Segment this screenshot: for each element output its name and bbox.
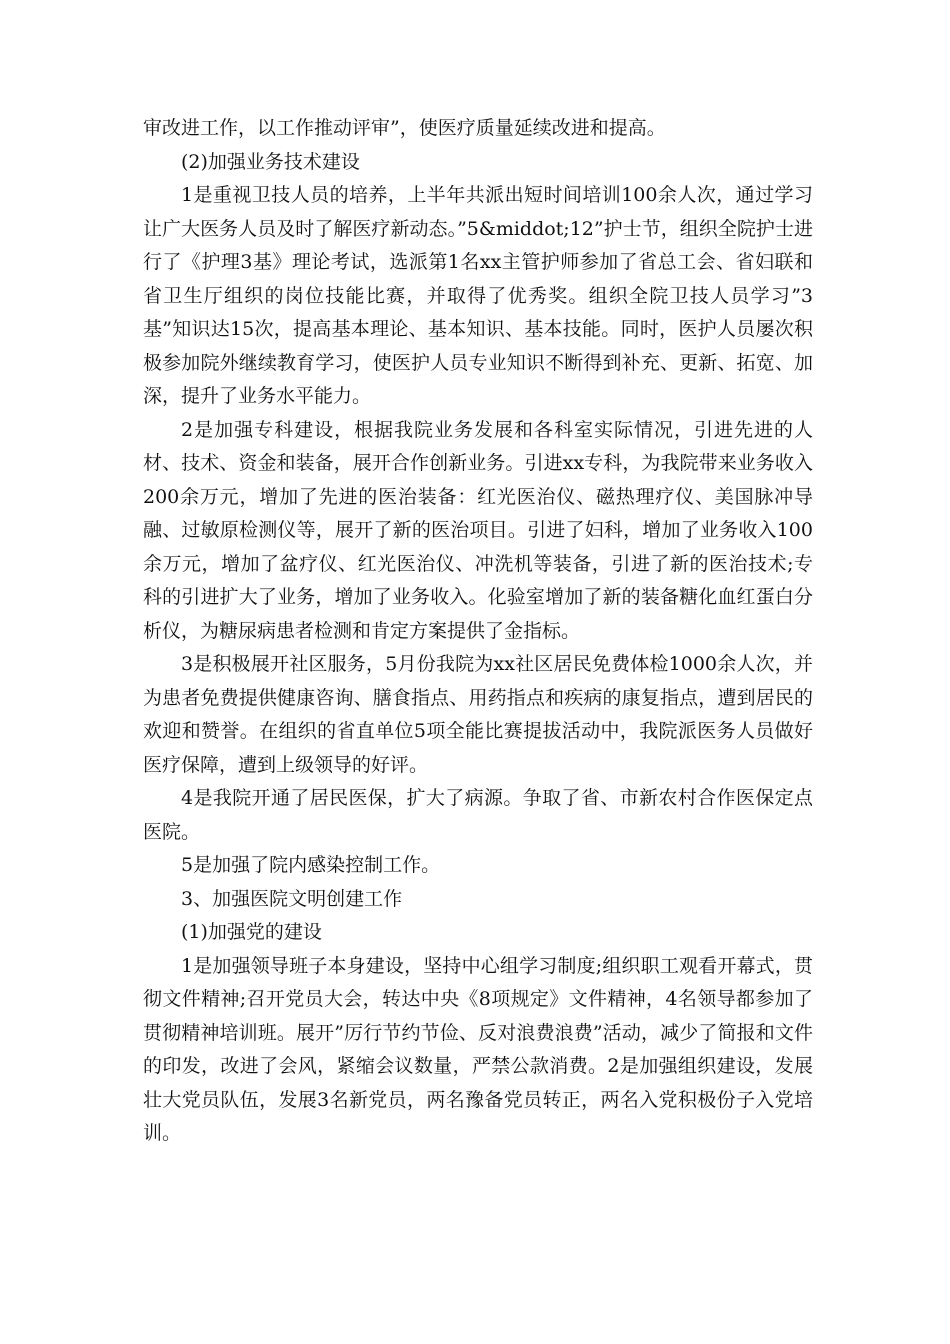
paragraph-specialty-building: 2是加强专科建设，根据我院业务发展和各科室实际情况，引进先进的人材、技术、资金和装备，展开合作创新业务。引进xx专科，为我院带来业务收入200余万元，增加了先进的医治装备：红光医治仪、磁热理疗仪、美国脉冲导融、过敏原检测仪等，展开了新的医治项目。引进了妇科，增加了业务收入100余万元，增加了盆疗仪、红光医治仪、冲洗机等装备，引进了新的医治技术;专科的引进扩大了业务，增加了业务收入。化验室增加了新的装备糖化血红蛋白分析仪，为糖尿病患者检测和肯定方案提供了金指标。 bbox=[143, 418, 813, 642]
document-body bbox=[143, 112, 813, 1151]
section-heading-civilization: 3、加强医院文明创建工作 bbox=[181, 887, 403, 910]
section-heading-party-building: (1)加强党的建设 bbox=[181, 921, 322, 943]
paragraph-community-service: 3是积极展开社区服务，5月份我院为xx社区居民免费体检1000余人次，并为患者免费提供健康咨询、膳食指点、用药指点和疾病的康复指点，遭到居民的欢迎和赞誉。在组织的省直单位5项全能比赛提拔活动中，我院派医务人员做好医疗保障，遭到上级领导的好评。 bbox=[143, 653, 813, 776]
section-heading-business-tech: (2)加强业务技术建设 bbox=[181, 150, 360, 173]
paragraph-infection-control: 5是加强了院内感染控制工作。 bbox=[181, 854, 441, 876]
paragraph-medical-insurance: 4是我院开通了居民医保，扩大了病源。争取了省、市新农村合作医保定点医院。 bbox=[143, 787, 813, 843]
paragraph-leadership: 1是加强领导班子本身建设，坚持中心组学习制度;组织职工观看开幕式，贯彻文件精神;召开党员大会，转达中央《8项规定》文件精神，4名领导都参加了贯彻精神培训班。展开”厉行节约节俭、反对浪费浪费”活动，减少了简报和文件的印发，改进了会风，紧缩会议数量，严禁公款消费。2是加强组织建设，发展壮大党员队伍，发展3名新党员，两名豫备党员转正，两名入党积极份子入党培训。 bbox=[143, 954, 813, 1144]
paragraph-staff-training: 1是重视卫技人员的培养，上半年共派出短时间培训100余人次，通过学习让广大医务人员及时了解医疗新动态。”5&middot;12”护士节，组织全院护士进行了《护理3基》理论考试，选派第1名xx主管护师参加了省总工会、省妇联和省卫生厅组织的岗位技能比赛，并取得了优秀奖。组织全院卫技人员学习”3基”知识达15次，提高基本理论、基本知识、基本技能。同时，医护人员屡次积极参加院外继续教育学习，使医护人员专业知识不断得到补充、更新、拓宽、加深，提升了业务水平能力。 bbox=[143, 184, 813, 407]
paragraph-continuation: 审改进工作，以工作推动评审”，使医疗质量延续改进和提高。 bbox=[143, 117, 666, 139]
